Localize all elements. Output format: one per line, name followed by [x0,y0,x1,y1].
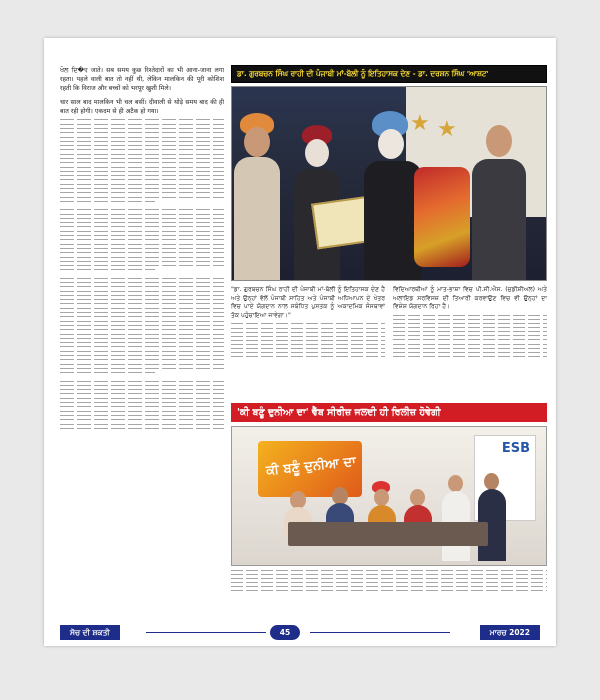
page-footer [60,625,540,640]
left-column-text [60,66,224,611]
article-award-headline: ਡਾ. ਗੁਰਬਚਨ ਸਿੰਘ ਰਾਹੀ ਦੀ ਪੰਜਾਬੀ ਮਾਂ-ਬੋਲੀ ਨੂੰ ਇਤਿਹਾਸਕ ਦੇਣ - ਡਾ. ਦਰਸ਼ਨ ਸਿੰਘ 'ਆਸ਼ਟ' [231,65,547,83]
article-web-series [231,403,547,591]
esb-logo: ESB [501,441,530,456]
article-award [231,65,547,357]
article-web-series-headline: 'ਕੀ ਬਣੂੰ ਦੁਨੀਆ ਦਾ' ਵੈੱਬ ਸੀਰੀਜ਼ ਜਲਦੀ ਹੀ ਰਿਲੀਜ਼ ਹੋਵੇਗੀ [231,403,547,422]
issue-date: ਮਾਰਚ 2022 [480,625,540,640]
press-conference-photo [231,426,547,566]
award-ceremony-photo: ★ ★ [231,86,547,281]
honor-shawl [414,167,470,267]
article-award-col1: "ਡਾ. ਗੁਰਬਚਨ ਸਿੰਘ ਰਾਹੀ ਦੀ ਪੰਜਾਬੀ ਮਾਂ-ਬੋਲੀ ਨੂੰ ਇਤਿਹਾਸਕ ਦੇਣ ਹੈ ਅਤੇ ਉਨ੍ਹਾਂ ਵੱਲੋਂ ਪੰਜਾਬੀ ਸਾਹਿਤ ਅਤੇ ਪੰਜਾਬੀ ਅਧਿਆਪਨ ਦੇ ਖੇਤਰ ਵਿਚ ਪਾਏ ਯੋਗਦਾਨ ਨਾਲ ਸਬੰਧਿਤ ਪੁਸਤਕ ਨੂੰ ਅਕਾਦਮਿਕ ਸੰਸਥਾਵਾਂ ਤੱਕ ਪਹੁੰਚਾਇਆ ਜਾਵੇਗਾ।" [231,286,385,319]
left-paragraph-1: ਖੋਲ ਦਿ�ए जाते। सब समय कुछ रिश्तेदारों का भी आना-जाना लगा रहता। पहले वाली बात तो नहीं थी, लेकिन मालकिन की पूरी कोशिश रहती कि विराज और बच्चों को भरपूर खुशी मिले। [60,67,224,93]
left-paragraph-2: चार साल बाद मालकिन भी चल बसीं। दीवाली से थोड़े समय बाद की ही बात रही होगी। एकदम से ही अटैक हो गया। [60,98,224,115]
magazine-name: ਸੋਚ ਦੀ ਸ਼ਕਤੀ [60,625,120,640]
article-award-body [231,286,547,357]
magazine-page [44,38,556,646]
series-poster-screen: ਕੀ ਬਣੂੰ ਦੁਨੀਆ ਦਾ [258,441,362,497]
article-award-col2: ਵਿਦਿਆਰਥੀਆਂ ਨੂੰ ਮਾਤ-ਭਾਸ਼ਾ ਵਿਚ ਪੀ.ਸੀ.ਐਸ. (ਜੁਡੀਸ਼ੀਅਲ) ਅਤੇ ਅਲਾਇਡ ਸਰਵਿਸਜ਼ ਦੀ ਤਿਆਰੀ ਕਰਵਾਉਣ ਵਿਚ ਵੀ ਉਨ੍ਹਾਂ ਦਾ ਵਿਸ਼ੇਸ਼ ਯੋਗਦਾਨ ਰਿਹਾ ਹੈ। [393,286,547,311]
article-web-series-caption [231,570,547,591]
page-number: 45 [270,625,300,640]
